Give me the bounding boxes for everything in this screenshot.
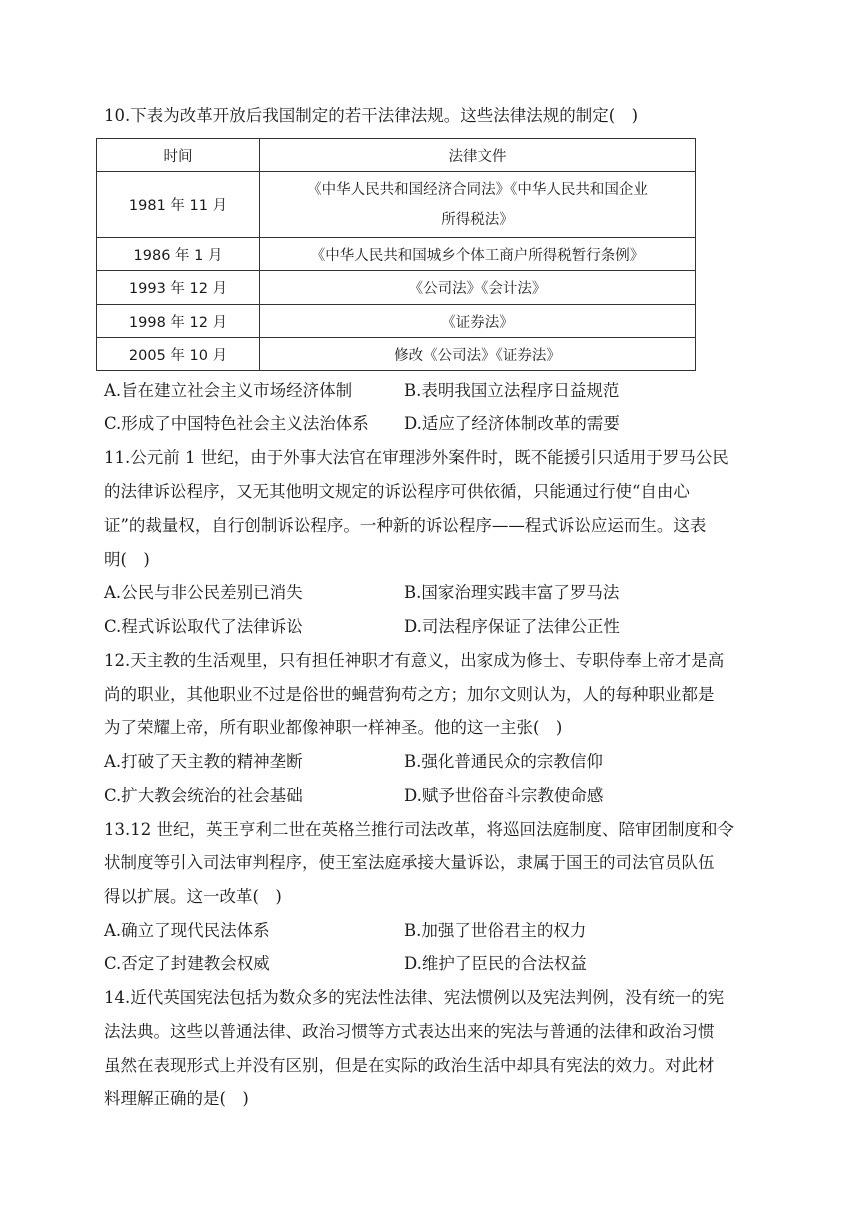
row-time: 1986 年 1 月 [97, 238, 260, 271]
q12-option-a: A.打破了天主教的精神垄断 [104, 752, 303, 771]
q13-stem-line: 得以扩展。这一改革( ) [104, 887, 282, 906]
q11-option-a: A.公民与非公民差别已消失 [104, 583, 303, 602]
q11-option-d: D.司法程序保证了法律公正性 [404, 617, 620, 636]
q12-stem-line: 为了荣耀上帝，所有职业都像神职一样神圣。他的这一主张( ) [104, 718, 563, 737]
q12-stem-line: 12.天主教的生活观里，只有担任神职才有意义，出家成为修士、专职侍奉上帝才是高 [104, 651, 725, 670]
row-document: 《证券法》 [260, 305, 696, 338]
row-time: 1993 年 12 月 [97, 271, 260, 305]
table-row [97, 271, 696, 305]
q14-stem-line: 14.近代英国宪法包括为数众多的宪法性法律、宪法惯例以及宪法判例，没有统一的宪 [104, 988, 725, 1007]
q10-stem: 10.下表为改革开放后我国制定的若干法律法规。这些法律法规的制定( ) [104, 106, 639, 125]
table-row [97, 305, 696, 338]
q12-option-d: D.赋予世俗奋斗宗教使命感 [404, 786, 604, 805]
table-row [97, 172, 696, 238]
q13-option-d: D.维护了臣民的合法权益 [404, 954, 587, 973]
row-time: 2005 年 10 月 [97, 338, 260, 371]
table-row [97, 238, 696, 271]
q11-option-b: B.国家治理实践丰富了罗马法 [404, 583, 620, 602]
q12-option-b: B.强化普通民众的宗教信仰 [404, 752, 603, 771]
q14-stem-line: 料理解正确的是( ) [104, 1089, 249, 1108]
q11-option-c: C.程式诉讼取代了法律诉讼 [104, 617, 303, 636]
q14-stem-line: 法法典。这些以普通法律、政治习惯等方式表达出来的宪法与普通的法律和政治习惯 [104, 1022, 715, 1041]
row-document-line1: 《中华人民共和国经济合同法》《中华人民共和国企业 [307, 181, 648, 198]
row-document-line2: 所得税法》 [441, 211, 514, 228]
q10-option-c: C.形成了中国特色社会主义法治体系 [104, 414, 369, 433]
q14-stem-line: 虽然在表现形式上并没有区别，但是在实际的政治生活中却具有宪法的效力。对此材 [104, 1056, 715, 1075]
q13-option-b: B.加强了世俗君主的权力 [404, 921, 587, 940]
q10-option-b: B.表明我国立法程序日益规范 [404, 381, 620, 400]
q13-stem-line: 状制度等引入司法审判程序，使王室法庭承接大量诉讼，隶属于国王的司法官员队伍 [104, 853, 715, 872]
row-time: 1981 年 11 月 [97, 172, 260, 238]
q10-option-d: D.适应了经济体制改革的需要 [404, 414, 620, 433]
law-table [96, 138, 696, 371]
q11-stem-line: 明( ) [104, 550, 150, 569]
q13-stem-line: 13.12 世纪，英王亨利二世在英格兰推行司法改革，将巡回法庭制度、陪审团制度和令 [104, 820, 734, 839]
header-time: 时间 [97, 139, 260, 172]
q12-option-c: C.扩大教会统治的社会基础 [104, 786, 303, 805]
row-document: 《公司法》《会计法》 [260, 271, 696, 305]
row-document: 《中华人民共和国城乡个体工商户所得税暂行条例》 [260, 238, 696, 271]
q13-option-a: A.确立了现代民法体系 [104, 921, 270, 940]
table-header-row [97, 139, 696, 172]
header-document: 法律文件 [260, 139, 696, 172]
q13-option-c: C.否定了封建教会权威 [104, 954, 270, 973]
row-document: 修改《公司法》《证券法》 [260, 338, 696, 371]
q12-stem-line: 尚的职业，其他职业不过是俗世的蝇营狗苟之方；加尔文则认为，人的每种职业都是 [104, 685, 715, 704]
q11-stem-line: 11.公元前 1 世纪，由于外事大法官在审理涉外案件时，既不能援引只适用于罗马公民 [104, 448, 729, 467]
row-time: 1998 年 12 月 [97, 305, 260, 338]
q11-stem-line: 的法律诉讼程序，又无其他明文规定的诉讼程序可供依循，只能通过行使“自由心 [104, 482, 690, 501]
q11-stem-line: 证”的裁量权，自行创制诉讼程序。一种新的诉讼程序——程式诉讼应运而生。这表 [104, 516, 707, 535]
row-document [260, 172, 696, 238]
table-row [97, 338, 696, 371]
q10-option-a: A.旨在建立社会主义市场经济体制 [104, 381, 353, 400]
